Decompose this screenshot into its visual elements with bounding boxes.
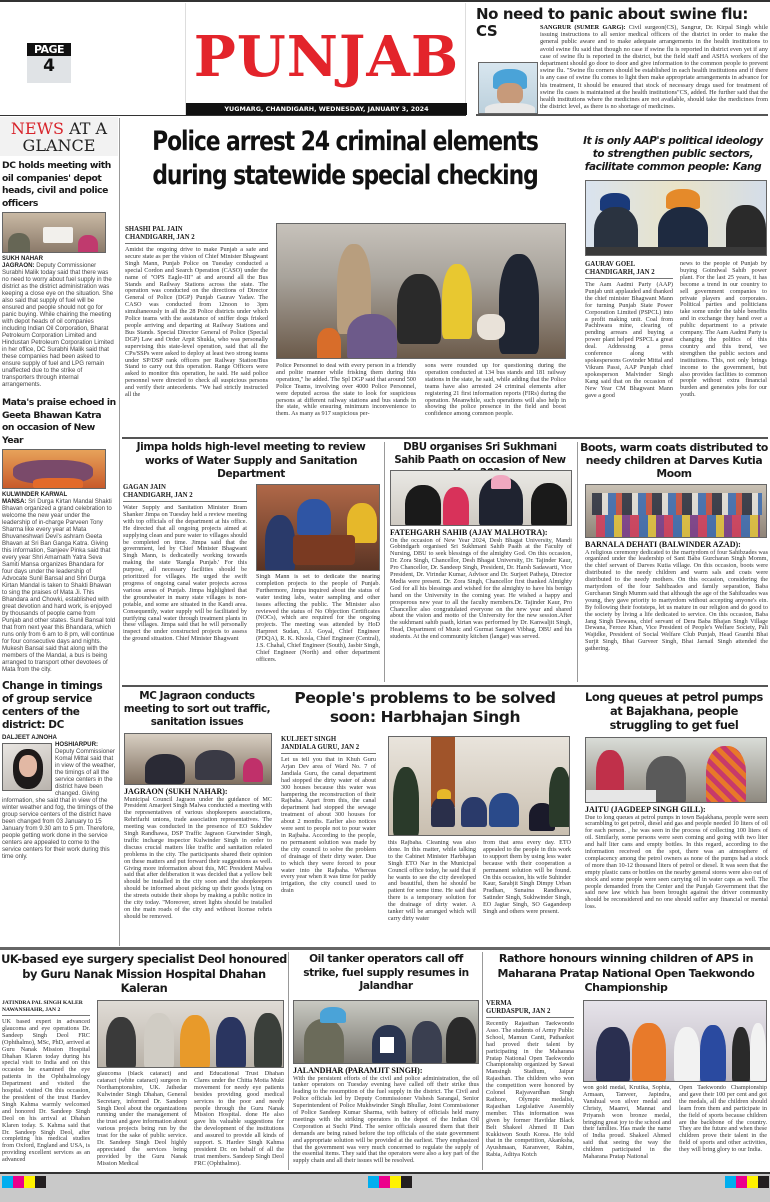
mc-headline: MC Jagraon conducts meeting to sort out traffic, sanitation issues xyxy=(123,690,271,728)
harbhajan-col1 xyxy=(281,736,376,942)
column-divider xyxy=(577,442,578,682)
glance-item-author: SUKH NAHAR xyxy=(2,255,43,262)
boots-headline: Boots, warm coats distributed to needy children at Darves Kutia Moom xyxy=(580,441,768,480)
kang-headline: It is only AAP's political ideology to strengthen public sectors, facilitate common people: Kang xyxy=(583,135,763,173)
tanker-lead: JALANDHAR (PARAMJIT SINGH): xyxy=(293,1066,423,1075)
rathore-col2 xyxy=(583,1085,671,1171)
glance-item-headline: DC holds meeting with oil companies' depot heads, civil and police officers xyxy=(2,160,111,209)
harbhajan-photo xyxy=(388,736,570,836)
rathore-byline: VERMA GURDASPUR, JAN 2 xyxy=(486,1000,574,1018)
rathore-headline: Rathore honours winning children of APS in Maharana Pratap National Open Taekwondo Championship xyxy=(497,952,755,994)
dbu-body xyxy=(390,528,572,682)
rathore-text: Recently Rajasthan Taekwondo Asso. The students of Army Public School, Mamun Cantt, Pathankot had proved their talent by participating in the Maharana Pratap National Open Taekwondo Championship organized by Sawai Mansingh Stadium, Jaipur Rajasthan. The children who won the competition were honored by Colonel Rajyavardhan Singh Rathore, Olympic medalist, Rajasthan Legislative Assembly member. This information was given by former Havildar Black Belt Shakeel Ahmed II Dan Kukkiwon South Korea. He told that in the competition, Akanksha, Ayushmaan, Karanveer, Rahim, Rabia, Aditya Kotch xyxy=(486,1021,574,1159)
jimpa-headline: Jimpa holds high-level meeting to review works of Water Supply and Sanitation Department xyxy=(136,441,366,480)
masthead xyxy=(185,3,466,115)
page-label: PAGE xyxy=(27,43,71,56)
cmyk-cyan-mark xyxy=(2,1176,13,1188)
page-number: 4 xyxy=(43,56,55,76)
lead-story-text: Police Personnel to deal with every person in a friendly and polite manner while frisking them during this operation," he added. The Spl DGP said that around 500 Police Teams, involving over 4000 Police Personnel, were deputed across the state to look for suspicious persons at different railway stations and bus stands in the state, while ensuring minimum inconvenience to them. As many as 917 suspicious per- xyxy=(276,363,416,418)
dbu-lead: FATEHGARH SAHIB (AJAY MALHOTRA): xyxy=(390,528,548,537)
boots-body xyxy=(585,540,768,682)
column-divider xyxy=(288,952,289,1170)
section-rule xyxy=(0,947,770,950)
deol-story xyxy=(0,952,288,996)
jimpa-photo xyxy=(256,484,380,571)
petrol-text: JAITU (JAGDEEP SINGH GILL): Due to long queues at petrol pumps in town Bajakhana, people were seen scrambling to get petrol, diesel and gas and people needed 10 liters of oil for each person. , he was seen in the process of collecting 100 liters of oil. Similarly, some persons were seen coming and going with two liter and half liter cans and empty bottles. In this regard, according to the information received on the spot, there was an atmosphere of complacency among the petrol owners as none of the pumps had a stock of more than 10-12 thousand liters of petrol or diesel. It was seen that the empty plastic cans or bottles on the nearby general stores were also out of stock and some people were seen carrying oil in water caps as well. The people demanded from the Center and the Punjab Government that the said new law which has been brought against the driver community should be reconsidered and no one should suffer any financial or mental loss. xyxy=(585,805,768,911)
glance-title xyxy=(0,117,118,156)
lead-story-headline: Police arrest 24 criminal elements during statewide special checking xyxy=(152,126,538,191)
cmyk-cyan-mark xyxy=(368,1176,379,1188)
cmyk-yellow-mark xyxy=(24,1176,35,1188)
tanker-text: JALANDHAR (PARAMJIT SINGH): With the persistent efforts of the civil and police administration, the oil tanker operators on Tuesday evening have called off their strike thus leading to the resumption of the fuel supply in the district. The Civil and Police officials led by Deputy Commissioner Vishesh Sarangal, Senior Superintendent of Police Mukhwinder Singh Bhullar, Joint Commissioner of Police Sandeep Kumar Sharma, with battery of officials held many meetings with the striking operators in the depot of the Indian Oil Corporation at Suchi Pind. The senior officials assured them that their demands are being raised before the top officials of the state government and appropriate solution will be provided at the earliest. They emphasized that the government was very much concerned to regulate the supply of the essential items. They said that the operators were also a key part of the supply chain and all their issues will be resolved. xyxy=(293,1066,479,1165)
glance-item-text: SUKH NAHAR JAGRAON: Deputy Commissioner Surabhi Malik today said that there was no need to worry about fuel supply in the district as the district administration was keeping a close eye on the situation. She also said that supply of fuel will be ensured and people should not go for panic buying. While chairing the meeting with depot heads of oil companies including Indian Oil Corporation, Bharat Petroleum Corporation Limited and Hindustan Petroleum Corporation Limited in her office, DC Surabhi Malik said that these companies had been asked to ensure supply of fuel and LPG remain unaffected due to the strike of transporters through internal arrangements. xyxy=(0,253,118,388)
deol-text: glaucoma (black cataract) and cataract (white cataract) surgeon in Northamptonshire, UK. Jathedar Kulwinder Singh Dhahan, General Secretary, informed Dr. Sandeep Singh Deol about the organizations running under the management of the trust and gave information about various projects being run by the trust for the sake of public service. Dr. Sandeep Singh Deol highly appreciated the services being provided by the Guru Nanak Mission Medical xyxy=(97,1071,187,1167)
rathore-text: Open Taekwondo Championship and gave their 100 per cent and got the medals, all the children should learn from them and participate in the field of sports because children are the backbone of the country. They are the future and when these children prove their talent in the field of sports and other activities, they will bring glory to our India. xyxy=(679,1085,767,1154)
glance-title-red: NEWS xyxy=(10,119,64,138)
petrol-body xyxy=(585,805,768,944)
dbu-text: FATEHGARH SAHIB (AJAY MALHOTRA): On the occasion of New Year 2024, Desh Bhagat University, Mandi Gobindgarh organised Sri Sukhmani Sahib Paath at the Faculty of Nursing, DBU to seek blessings of the almighty God. On this occasion, Dr. Zora Singh, Chancellor, Desh Bhagat University, Dr. Tajinder Kaur, Pro Chancellor, Dr. Sandeep Singh, President, Dr. Harsh Sadawarti, Vice President, Dr. Virindar Kumar, Advisor and Dr. Surjeet Patheja, Director Media were present. Dr. Zora Singh, Chancellor first thanked Almighty God for all his blessings and wished for the almighty to have his benign hand on the University in the coming year. He wished a happy and prosperous new year to all the faculty members.Dr. Tajinder Kaur, Pro Chancellor also congratulated everyone on the new year and shared about the vision and motto of the University for the new session.After the sukhmani sahib paath, kirtan was performed by Dr. Kanwaljit Singh, Head, Department of Music and Gurmat Sangeet Vibhag, DBU and his students. At the end community kitchen (langar) was served. xyxy=(390,528,572,641)
lead-story-col1 xyxy=(125,226,268,437)
deol-col3 xyxy=(194,1071,284,1170)
glance-item-photo xyxy=(2,743,52,791)
harbhajan-headline: People's problems to be solved soon: Harbhajan Singh xyxy=(294,689,556,726)
cmyk-magenta-mark xyxy=(13,1176,24,1188)
dbu-photo xyxy=(390,470,572,526)
kang-col1 xyxy=(585,261,673,432)
cmyk-yellow-mark xyxy=(747,1176,758,1188)
deol-text: and Educational Trust Dhahan Clares under the Chitta Motia Mukt movement for needy eye patients besides providing good medical services to the poor and needy people through the Guru Nanak Mission Hospital. done He also gave his valuable suggestions for the development of the institutions and assured to provide all kinds of support. S. Hardev Singh Kahma president Dr. on behalf of all the trust members. Sandeep Singh Deol FRC (Ophthalmo). xyxy=(194,1071,284,1167)
deol-headline: UK-based eye surgery specialist Deol honoured by Guru Nanak Mission Hospital Dhahan Kaleran xyxy=(1,952,287,995)
rathore-text: won gold medal, Krutika, Sophia, Armaan, Tanveer, Japindra, Vanshual won silver medal and Christy, Maanvi, Mannat and Priyansh won bronze medal, bringing great joy to the school and their families. Has made the name of India proud. Shakeel Ahmed said that seeing the way the children participated in the Maharana Pratap National xyxy=(583,1085,671,1161)
boots-text: BARNALA DEHATI (BALWINDER AZAD): A religious ceremony dedicated to the martyrdom of four Sahibzades was organized under the leadership of Sant Baba Gurcharan Singh Momm, the chief servant of Darves Kutia village. On this occasion, boots were distributed to the needy children and warm sals and coats were distributed to the needy mothers. On this occasion, considering the martyrdom of the four Sahibzades and family separation, Baba Gurcharan Singh Mumm said that although the age of the Sahibzades was young, they gave priority to martyrdom without accepting anyone's ein. By following their footsteps, let us mature in our religion and do good to the society by living a life dedicated to service. On this occasion, Baba Jang Singh Dewana, chief servant of Dera Baba Bhajan Singh Village Dewana, Feroze Khan, Vice President of People's Welfare Society, Pali Wajidke, President of Social Welfare Club Punjab, Head Granthi Bhai Surjit Singh, Bhai Gurveer Singh, Bhai Jarnail Singh attended the gathering. xyxy=(585,540,768,653)
tanker-photo xyxy=(293,1000,479,1064)
glance-item-photo xyxy=(2,449,106,489)
deol-text: UK based expert in advanced glaucoma and eye operations Dr. Sandeep Singh Deol FRC (Ophthalmo), MSc, PhD, arrived at Guru Nanak Mission Hospital Dhahan Klaren today during his special visit to India and on this occasion he examined the eye patients in the Ophthalmology Department and visited the hospital. visited On this occasion, the president of the trust Hardev Singh Kahma warmly welcomed and honored Dr. Sandeep Singh Deol on his arrival at Dhahan Klaren today. S. Kahma said that Dr. Sandeep Singh Deol, after completing his medical studies from Oxford, England and USA, is providing excellent services as an advanced xyxy=(2,1019,90,1164)
petrol-photo xyxy=(585,737,767,803)
harbhajan-story xyxy=(280,689,570,727)
glance-title-rest: AT A GLANCE xyxy=(22,119,108,155)
page-badge xyxy=(27,43,71,83)
cmyk-cyan-mark xyxy=(725,1176,736,1188)
lead-story-byline: SHASHI PAL JAIN CHANDIGARH, JAN 2 xyxy=(125,226,268,244)
lead-story-text: sons were rounded up for questioning during the operation conducted at 134 bus stands and 181 railway stations in the state, he said, while adding that the Police teams have also arrested 24 criminal elements after registering 21 first information reports (FIRs) during the operation. Meanwhile, such operations will also help in showing the police presence in the field and boost confidence among common people. xyxy=(425,363,566,418)
petrol-headline: Long queues at petrol pumps at Bajakhana, people struggling to get fuel xyxy=(585,690,763,732)
harbhajan-byline: KULJEET SINGH JANDIALA GURU, JAN 2 xyxy=(281,736,376,754)
glance-item-headline: Mata's praise echoed in Geeta Bhawan Katra on occasion of New Year xyxy=(2,397,116,446)
cmyk-black-mark xyxy=(758,1176,769,1188)
column-divider xyxy=(384,442,385,682)
swine-flu-story xyxy=(476,6,768,114)
deol-byline: JATINDRA PAL SINGH KALER NAWANSHAHR, JAN 2 xyxy=(2,1000,90,1016)
harbhajan-text: this Rajbaha. Cleaning was also done. In this matter, while talking to the Cabinet Minister Harbhajan Singh ETO Nar in the Municipal Council office today, he said that if he wants to see the city developed and beautiful, then he should be patient for some time. He said that there is a temporary solution for the drainage of dirty water. A tanker will be arranged which will carry dirty water xyxy=(388,840,476,922)
lead-story-photo xyxy=(276,223,566,359)
kang-text: news to the people of Punjab by buying Goindwal Sahib power plant. For the last 25 years, it has become a trend in our country to sell government companies to private players and corporates. Political parties and politicians take some under the table benefits and in exchange they hand over a public department to a private company. The Aam Aadmi Party is changing the politics of this country and this trend, we strengthen the public sectors and institutions. This, not only brings income to the government, but also provides facilities to common people without extra financial burden and generates jobs for our youth. xyxy=(680,261,767,399)
masthead-rule xyxy=(0,115,466,116)
mc-lead: JAGRAON (SUKH NAHAR): xyxy=(124,787,228,796)
glance-item-author: KULWINDER KARWAL xyxy=(2,491,68,498)
swine-flu-rule xyxy=(476,114,768,116)
jimpa-col2 xyxy=(256,574,380,682)
column-divider xyxy=(482,952,483,1170)
lead-story-col3 xyxy=(425,363,566,433)
lead-story-headline-wrap xyxy=(125,125,565,193)
petrol-story xyxy=(580,690,768,732)
glance-item-headline: Change in timings of group service centers of the district: DC xyxy=(2,680,103,731)
mc-story xyxy=(122,690,272,729)
cmyk-magenta-mark xyxy=(379,1176,390,1188)
swine-flu-headline: No need to panic about swine flu: CS xyxy=(476,5,748,40)
mc-body xyxy=(124,787,272,944)
rathore-story xyxy=(484,952,768,996)
masthead-title: PUNJAB xyxy=(193,24,460,90)
kang-text: The Aam Aadmi Party (AAP) Punjab unit applauded and thanked the chief minister Bhagwant Mann for turning Punjab State Power Corporation Limited (PSPCL) into a profit making unit. Coal from Pachhwara mine, clearing of pending arrears and buying a power plant helped PSPCL a great deal. Addressing a press conference along with spokespersons Govinder Mittal and Vikram Passi, AAP Punjab chief spokesperson Malvinder Singh Kang said that on the occasion of New Year CM Bhagwant Mann gave a good xyxy=(585,282,673,399)
glance-item-photo xyxy=(2,212,106,253)
kang-photo xyxy=(585,180,767,256)
rathore-photo xyxy=(583,1000,767,1082)
cmyk-magenta-mark xyxy=(736,1176,747,1188)
cmyk-black-mark xyxy=(401,1176,412,1188)
cmyk-yellow-mark xyxy=(390,1176,401,1188)
rathore-col1 xyxy=(486,1000,574,1173)
mc-photo xyxy=(124,733,272,785)
harbhajan-col2 xyxy=(388,840,476,944)
glance-item-text: KULWINDER KARWAL MANSA: Sri Durga Kirtan Mandal Shakti Bhavan organized a grand celebration to welcome the new year under the leadership of in-charge Parveen Tony Sharma like every year at Mata Bhuvaneshwari Devi's ashram Geeta Bhavan at Sri Ban Ganga Katra. Giving this information, Sanjeev Pinka said that every year Shri Amarnath Yatra Seva Samiti Mansa organizes Bhandara for four days under the leadership of Advocate Sunil Bansal and Shri Durga Kirtan Mandal is taken to Shakti Bhawan to sing the praises of Mata Ji. This Bhandara and Chowki, established with great devotion and hard work, is enjoyed by thousands of people came from Punjab and other states. Sunil Bansal told that from next year this Bhandara, which runs only from 6 am to 8 pm, will continue for four consecutive days and nights. Mukesh Bansal said that along with the members of the Mandal, a bus is being arranged to transport other devotees of Mata from the city. xyxy=(2,491,116,673)
tanker-body xyxy=(293,1066,479,1170)
section-rule xyxy=(122,437,768,439)
harbhajan-col3 xyxy=(483,840,571,944)
kang-byline: GAURAV GOEL CHANDIGARH, JAN 2 xyxy=(585,261,673,279)
jimpa-story xyxy=(122,441,380,482)
swine-flu-body: SANGRUR (SUMER GARG): Civil surgeon(CS), Sangrur, Dr. Kirpal Singh while issuing instructions to all senior medical officers of the district in order to make the general public aware and to make adequate arrangements in the health institutions to avoid swine flu said that though no case if swine flu is reported in district even yet if any case of swine flu is reported in the district, but the field staff and ASHA workers of the department should go door to door and give information to the common people to prevent swine flu. "Swine flu corners should be established in each health institutions and if there is any case of swine flu comes to light then make appropriate arrangements in advance for his treatment, It should be ensured that stock of necessary drugs used for treatment of swine flu cases is maintained at the health institutions"CS, added. He further said that the health institutions where the medicines are not available, should take the medicines from the district level, as there is no shortage of medicines. xyxy=(540,24,768,111)
jimpa-text: Singh Mann is set to dedicate the nearing completion projects to the people of Punjab. Furthermore, Jimpa inquired about the status of water testing labs, water sampling and other issues affecting the public. The Minister also reviewed the status of No Objection Certificates (NOCs), which are required for the ongoing projects. The meeting was attended by HoD Harpreet Sudan, J.J. Goyal, Chief Engineer (PDQA), R. K. Khosla, Chief Engineer (Central), J.S. Chahal, Chief Engineer (South), Jasbir Singh, Chief Engineer (North) and other department officers. xyxy=(256,574,380,663)
boots-story xyxy=(580,441,768,480)
boots-photo xyxy=(585,484,767,538)
lead-story-text: Amidst the ongoing drive to make Punjab a safe and secure state as per the vision of Chief Minister Bhagwant Singh Mann, Punjab Police on Tuesday conducted a special Cordon and Search Operation (CASO) under the name of "OPS Eagle-III" at and around all the Bus Stands and Railway Stations across the state. The operation was conducted on the directions of Director General of Police (DGP) Punjab Gaurav Yadav. The CASO was conducted from 12noon to 3pm simultaneously in all the 28 Police districts under which Police teams with the assistance of sniffer dogs frisked people arriving and departing at Railway Stations and Bus Stands. Special Director General of Police (Special DGP) Law and Order Arpit Shukla, who was personally supervising this state-level operation, said that all the CPs/SSPs were asked to deploy at least two strong teams under SP/DSP rank officers per Railway Station/Bus Stand to carry out this operation. Range Officers were asked to monitor this operation, he said. He said police personnel were directed to check all suspicious persons and verify their antecedents. "We had strictly instructed all the xyxy=(125,247,268,399)
deol-col2 xyxy=(97,1071,187,1170)
jimpa-byline: GAGAN JAIN CHANDIGARH, JAN 2 xyxy=(123,484,247,502)
news-at-a-glance xyxy=(0,117,118,947)
lead-story-col2 xyxy=(276,363,416,433)
kang-col2 xyxy=(680,261,767,433)
glance-item-text: DALJEET AJNOHA HOSHIARPUR: Deputy Commissioner Komal Mittal said that in view of the weather, the timings of all the service centers in the district have been changed. Giving information, she said that in view of the winter weather and fog, the timings of the group service centers of the district have been changed from 03 January to 15 January from 9.30 am to 5 pm. Therefore, people getting work done in the service centers are appealed to come to the service centers for their work during this time only. xyxy=(2,734,116,860)
cmyk-black-mark xyxy=(35,1176,46,1188)
deol-photo xyxy=(97,1000,284,1068)
harbhajan-text: Let us tell you that in Khuh Guru Arjan Dev area of Ward No. 7 of Jandiala Guru, the canal department had stopped the dirty water of about 300 houses because this water was hampering the reconstruction of their Rajbaha. Apart from this, the canal department had stopped the sewage treatment of about 300 houses for about 2 months. Earlier also notices were sent to people not to pour water in Rajbaha. According to the people, no permanent solution was made by the city council to solve the problem of drainage of their dirty water. Due to which they were forced to pour water into the Rajbaha. Whereas every year when it was time for paddy irrigation, the city council used to drain xyxy=(281,757,376,895)
dbu-headline: DBU organises Sri Sukhmani Sahib Paath on occasion of New xyxy=(394,442,566,466)
petrol-lead: JAITU (JAGDEEP SINGH GILL): xyxy=(585,805,706,814)
boots-lead: BARNALA DEHATI (BALWINDER AZAD): xyxy=(585,540,741,549)
kang-story xyxy=(578,135,768,174)
top-rule xyxy=(0,0,770,2)
mc-text: JAGRAON (SUKH NAHAR): Municipal Council Jagraon under the guidance of MC President Amarjeet Singh Malwa conducted a meeting with the representatives of various shopkeepers associations, Rehrifarhi unions, trade association representatives. The meeting was conducted in the presence of EO Sukhdev Singh Randhawa, DSP Traffic Jagraon Gurwinder Singh, traffic incharge inspector Kulwinder Singh in order to discuss crucial matters like traffic and sanitation related problems in the city. The participants shared their opinion on these matters and put forward their suggestions as well. Giving more information about this, MC President Malwa said that after deliberation it was decided that a yellow belt should be installed in the city soon and the shopkeepers should be informed about picking up their goods lying on the streets outside their shops by making a public notice in the city today. "Moreover, street lights should be installed on the main roads of the city and without license rehris should be removed. xyxy=(124,787,272,920)
glance-item-author: DALJEET AJNOHA xyxy=(2,734,57,741)
tanker-headline: Oil tanker operators call off strike, fuel supply resumes in Jalandhar xyxy=(303,953,469,992)
harbhajan-text: from that area every day. ETO appealed to the people in this work to support them by using less water because with their cooperation a permanent solution will be found. On this occasion, his wife Suhinder Kaur, Sarabjit Singh Dimpy Urban Pradhan, Sunaina Randhawa, Satinder Singh, Sukhwinder Singh, EO Jagtar Singh, SO Gagandeep Singh and others were present. xyxy=(483,840,571,916)
section-rule xyxy=(122,685,768,687)
tanker-story xyxy=(290,953,482,994)
deol-col1 xyxy=(2,1000,90,1173)
jimpa-text: Water Supply and Sanitation Minister Bram Shanker Jimpa on Tuesday held a review meeting with top officials of the department at his office. He directed that all ongoing projects aimed at supplying clean and pure water to villages should be completed on time. Jimpa said that the government, led by Chief Minister Bhagwant Singh Mann, is dedicatedly working towards making the state 'Rangla Punjab.' For this purpose, all necessary facilities should be prioritized for villages. He urged the swift progress of ongoing canal water projects across various areas of Punjab. Jimpa highlighted that the groundwater in many state villages is non-potable, and some are situated in the Kandi area. Consequently, water supply will be facilitated by purifying canal water through treatment plants in these villages. Jimpa said that he will personally inspect the under constructed projects to assess the ground situation. Chief Minister Bhagwant xyxy=(123,505,247,643)
jimpa-col1 xyxy=(123,484,247,685)
glance-divider xyxy=(119,118,120,946)
rathore-col3 xyxy=(679,1085,767,1171)
masthead-dateline: YUGMARG, CHANDIGARH, WEDNESDAY, JANUARY 3, 2024 xyxy=(186,103,467,115)
